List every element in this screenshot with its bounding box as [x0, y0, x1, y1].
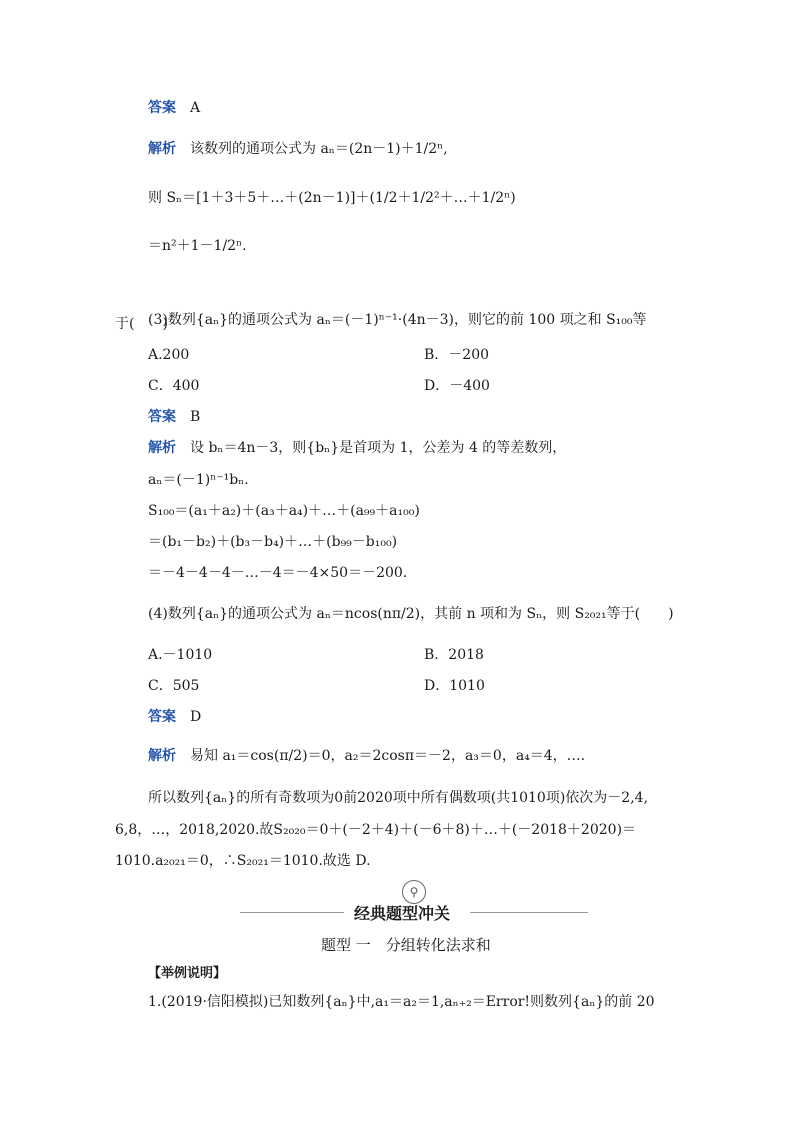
section-subtitle: 题型 一 分组转化法求和: [321, 936, 491, 954]
label-jiexi3: 解析: [148, 748, 176, 764]
text-line-q3a: [148, 312, 647, 329]
text-answer2: B: [190, 409, 201, 425]
section-title: 经典题型冲关: [354, 904, 451, 923]
text-line-jiexi2: [148, 440, 566, 457]
text-line-q4D: [424, 678, 485, 695]
text-line-q3b: [115, 316, 168, 333]
text-line-l2d: [148, 565, 407, 582]
text-l3b: 6,8，…，2018,2020.故S₂₀₂₀＝0＋(－2＋4)＋(－6＋8)＋…＋(－2018＋2020)＝: [115, 822, 637, 838]
text-line-l3b: [115, 822, 636, 839]
text-line-jiexi1: [148, 141, 448, 158]
text-jiexi1: 该数列的通项公式为 aₙ＝(2n－1)＋1/2ⁿ,: [190, 141, 448, 157]
text-q4B: B．2018: [424, 647, 484, 663]
section-rule-right: [470, 912, 588, 913]
text-l3a: 所以数列{aₙ}的所有奇数项为0前2020项中所有偶数项(共1010项)依次为－2,4,: [148, 790, 649, 806]
text-line-q4B: [424, 647, 484, 664]
text-jiexi3: 易知 a₁＝cos(π/2)＝0，a₂＝2cosπ＝－2，a₃＝0，a₄＝4，….: [190, 748, 586, 764]
text-l2c: ＝(b₁－b₂)＋(b₃－b₄)＋…＋(b₉₉－b₁₀₀): [148, 534, 398, 550]
example-label: 【举例说明】: [148, 966, 227, 981]
text-line-answer2: [148, 409, 200, 426]
text-l2b: S₁₀₀＝(a₁＋a₂)＋(a₃＋a₄)＋…＋(a₉₉＋a₁₀₀): [148, 503, 420, 519]
text-q4A: A.－1010: [148, 647, 213, 663]
label-jiexi2: 解析: [148, 440, 176, 456]
text-sum1: 则 Sₙ＝[1＋3＋5＋…＋(2n－1)]＋(1/2＋1/2²＋…＋1/2ⁿ): [148, 190, 516, 206]
section-rule-left: [240, 912, 344, 913]
text-line-q3C: [148, 378, 199, 395]
label-jiexi1: 解析: [148, 141, 176, 157]
text-q3B: B．－200: [424, 347, 490, 363]
text-q3D: D．－400: [424, 378, 490, 394]
text-line-q3D: [424, 378, 490, 395]
text-line-q4: [148, 606, 674, 623]
emblem-icon: ⚲: [402, 880, 426, 904]
text-q3a: (3)数列{aₙ}的通项公式为 aₙ＝(－1)ⁿ⁻¹·(4n－3)，则它的前 100 项之和 S₁₀₀等: [148, 312, 647, 328]
text-answer3: D: [190, 709, 202, 725]
text-q4: (4)数列{aₙ}的通项公式为 aₙ＝ncos(nπ/2)，其前 n 项和为 Sₙ，则 S₂₀₂₁等于( ): [148, 606, 674, 622]
label-answer1: 答案: [148, 100, 176, 116]
text-l2a: aₙ＝(－1)ⁿ⁻¹bₙ.: [148, 472, 249, 488]
text-line-sum1: [148, 190, 516, 207]
text-line-jiexi3: [148, 748, 585, 765]
text-line-l3a: [148, 790, 648, 807]
label-answer2: 答案: [148, 409, 176, 425]
text-jiexi2: 设 bₙ＝4n－3，则{bₙ}是首项为 1，公差为 4 的等差数列，: [190, 440, 567, 456]
text-line-q4A: [148, 647, 212, 664]
example-text: 1.(2019·信阳模拟)已知数列{aₙ}中,a₁＝a₂＝1,aₙ₊₂＝Error!则数列{aₙ}的前 20: [148, 994, 655, 1010]
text-line-answer3: [148, 709, 201, 726]
text-line-l3c: [115, 853, 371, 870]
text-l2d: ＝－4－4－4－…－4＝－4×50＝－200.: [148, 565, 408, 581]
text-q4D: D．1010: [424, 678, 485, 694]
text-q3b: 于( ): [115, 316, 168, 332]
text-line-q4C: [148, 678, 199, 695]
text-sum1b: ＝n²＋1－1/2ⁿ.: [148, 238, 247, 254]
text-q3C: C．400: [148, 378, 200, 394]
text-line-q3A: [148, 347, 189, 364]
text-l3c: 1010.a₂₀₂₁＝0，∴S₂₀₂₁＝1010.故选 D.: [115, 853, 371, 869]
text-line-answer1: [148, 100, 200, 117]
text-line-l2a: [148, 472, 249, 489]
text-q4C: C．505: [148, 678, 200, 694]
label-answer3: 答案: [148, 709, 176, 725]
text-line-q3B: [424, 347, 489, 364]
text-q3A: A.200: [148, 347, 190, 363]
text-answer1: A: [190, 100, 201, 116]
text-line-sum1b: [148, 238, 247, 255]
text-line-l2b: [148, 503, 420, 520]
text-line-l2c: [148, 534, 397, 551]
